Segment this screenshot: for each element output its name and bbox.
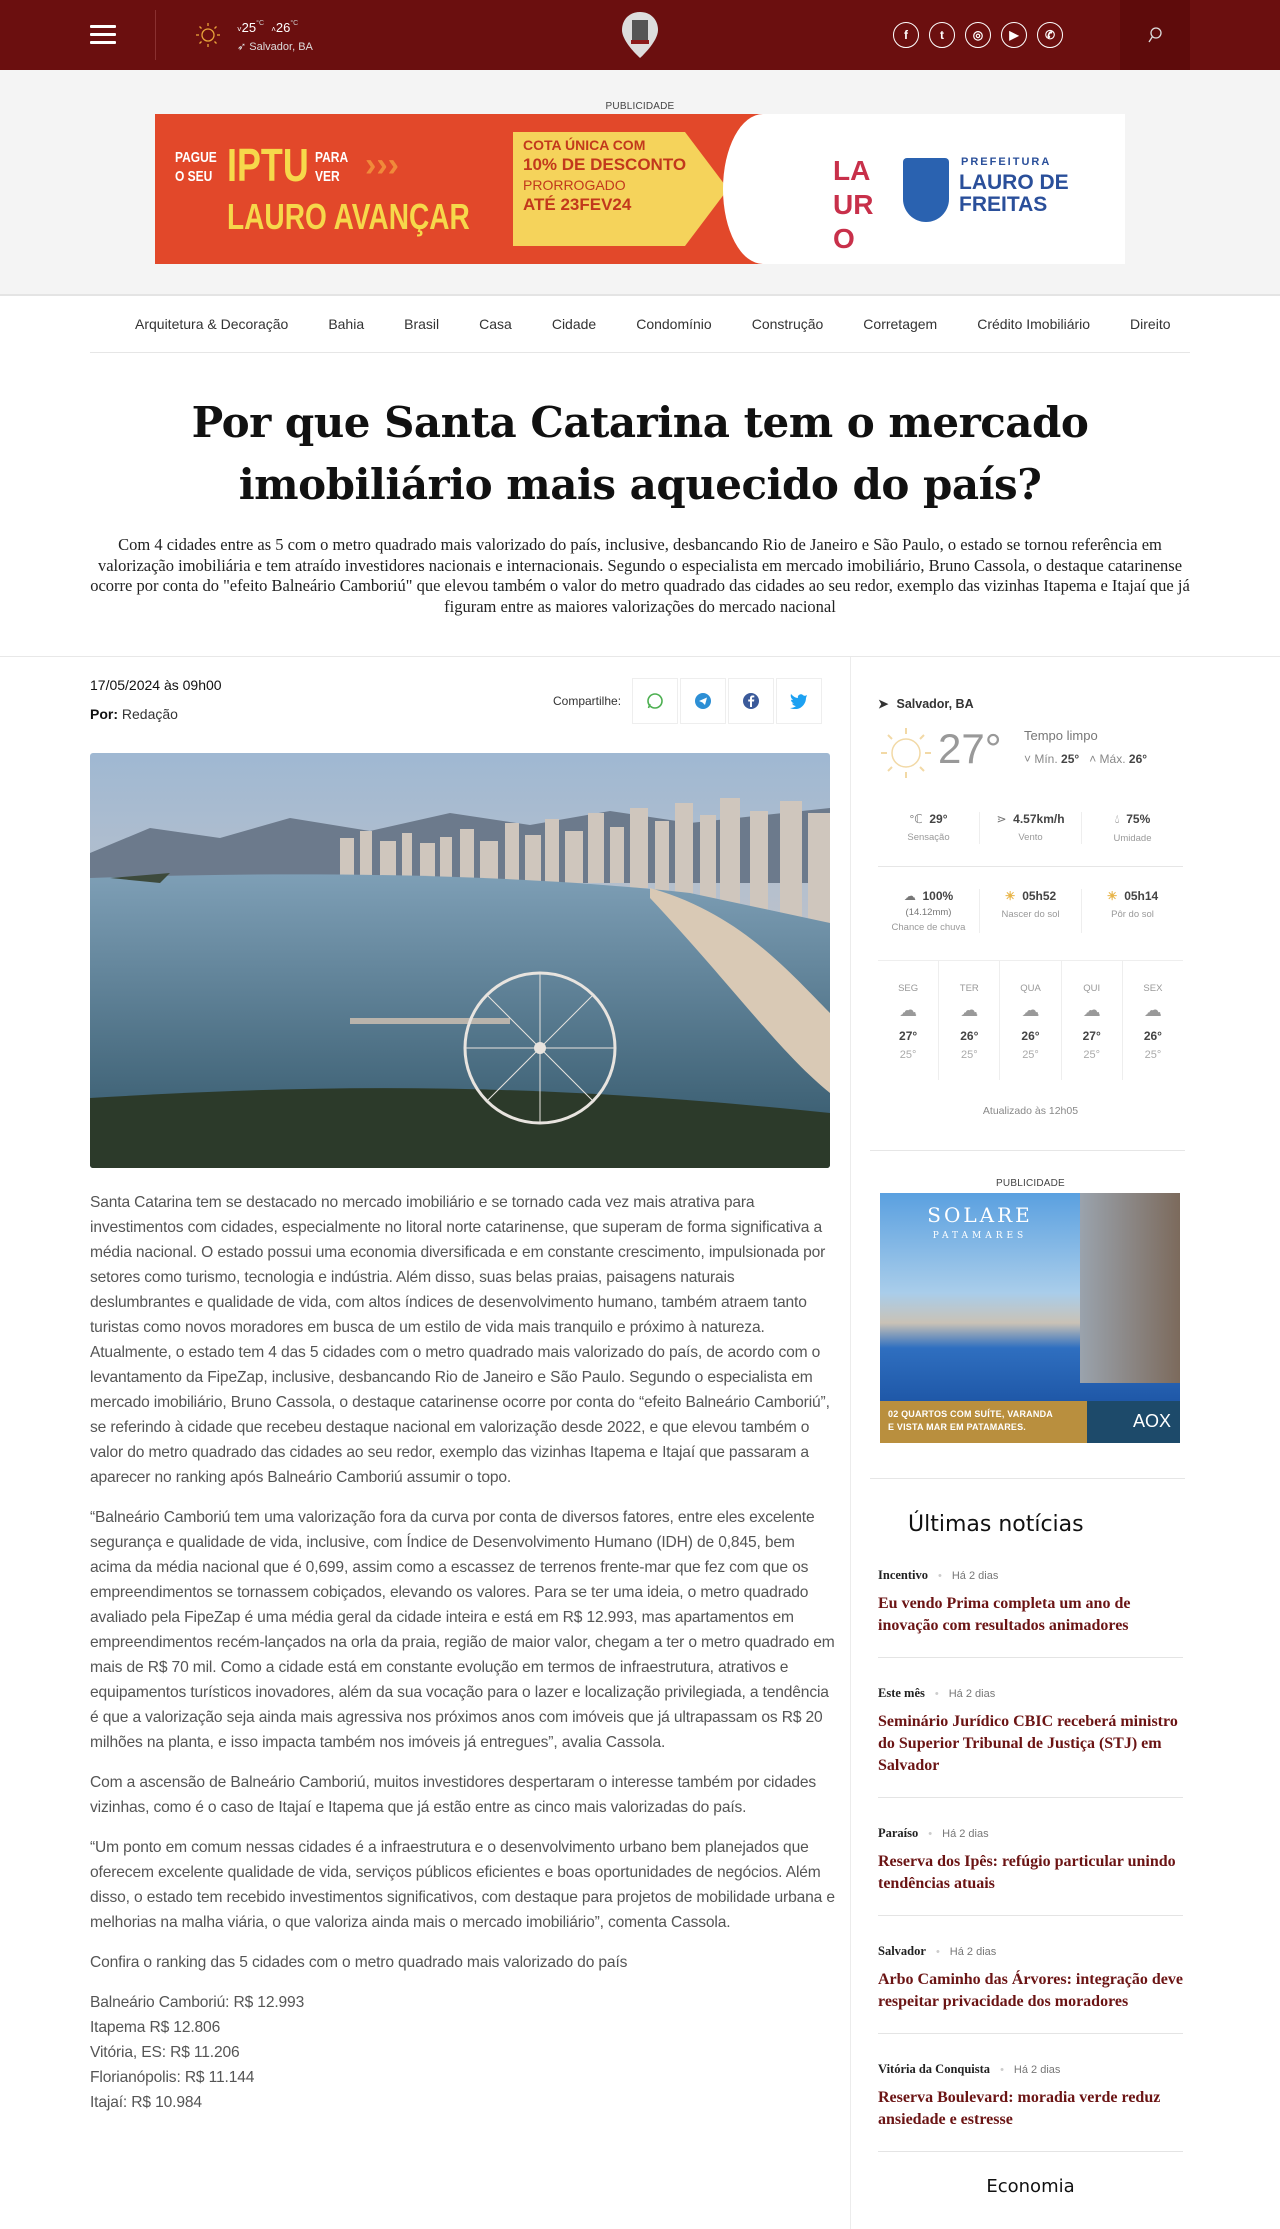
news-link[interactable]: Eu vendo Prima completa um ano de inovação com resultados animadores: [878, 1595, 1131, 1634]
news-category: Este mês: [878, 1686, 925, 1700]
feels-like: °ℂ 29° Sensação: [878, 812, 980, 844]
header-min-temp: 25: [241, 20, 257, 35]
location-arrow-icon: ➤: [878, 697, 889, 711]
header-max-temp: 26: [275, 20, 291, 35]
paragraph: Santa Catarina tem se destacado no mercado imobiliário e se tornado cada vez mais atrativa para investimentos com cidades, especialmente no litoral norte catarinense, que superam de forma significativa a média nacional. O estado possui uma economia diversificada e em constante crescimento, impulsionada por setores como turismo, tecnologia e indústria. Além disso, suas belas praias, paisagens naturais deslumbrantes e qualidade de vida, com altos índices de desenvolvimento humano, também atraem tanto turistas como novos moradores em busca de um estilo de vida mais tranquilo e próximo à natureza. Atualmente, o estado tem 4 das 5 cidades com o metro quadrado mais valorizado do país, de acordo com o levantamento da FipeZap, inclusive, desbancando Rio de Janeiro e São Paulo. Segundo o especialista em mercado imobiliário, Bruno Cassola, o destaque catarinense ocorre por conta do “efeito Balneário Camboriú”, se referindo à cidade que recebeu destaque nacional em valorização desde 2022, e que elevou também o valor do metro quadrado das cidades ao seu redor, exemplo das vizinhas Itapema e Itajaí que passaram a aparecer no ranking após Balneário Camboriú assumir o topo.: [90, 1194, 830, 1486]
search-icon: [1148, 27, 1162, 43]
category-nav: [0, 294, 1280, 352]
social-links: [893, 22, 1063, 48]
humidity: 💧︎ 75% Umidade: [1113, 812, 1152, 844]
weather-stats-1: [878, 812, 1183, 844]
ranking-item: Itajaí: R$ 10.984: [90, 2094, 202, 2111]
menu-icon[interactable]: [90, 25, 116, 45]
news-item: [878, 1658, 1183, 1798]
nav-clip: [1190, 296, 1280, 352]
paragraph: “Balneário Camboriú tem uma valorização fora da curva por conta de diversos fatores, entre eles excelente segurança e qualidade de vida, inclusive, com Índice de Desenvolvimento Humano (IDH) de 0,845, bem acima da média nacional que é 0,699, assim como a escassez de terrenos frente-mar que fez com que os empreendimentos se tornassem cobiçados, elevando os valores. Para se ter uma ideia, o metro quadrado avaliado pela FipeZap é uma média geral da cidade inteira e está em R$ 12.993, mas apartamentos em empreendimentos recém-lançados na orla da praia, região de maior valor, chegam a ter o metro quadrado em mais de R$ 70 mil. Como a cidade está em constante evolução em termos de infraestrutura, atrativos e equipamentos turísticos inovadores, além da sua vocação para o lazer e localização privilegiada, a tendência é que a valorização seja ainda mais agressiva nos próximos anos com imóveis que já ultrapassam os R$ 20 milhões na planta, e isso impacta também nos imóveis já entregues”, avalia Cassola.: [90, 1509, 835, 1751]
header-temps: $˅25^{^\circ C}$ $˄26^{^\circ C}$: [237, 20, 299, 35]
article-body: [90, 1190, 835, 2115]
sun-icon: [195, 22, 221, 48]
share-label: Compartilhe:: [553, 694, 622, 708]
news-item: [878, 1540, 1183, 1658]
weather-stats-2: [878, 889, 1183, 933]
news-item: [878, 1798, 1183, 1916]
wind: ⋗ 4.57km/h Vento: [980, 812, 1082, 844]
thermometer-icon: °ℂ: [909, 812, 923, 826]
ranking-item: Balneário Camboriú: R$ 12.993: [90, 1994, 305, 2011]
paragraph: “Um ponto em comum nessas cidades é a infraestrutura e o desenvolvimento urbano bem planejados que oferecem excelente qualidade de vida, serviços públicos eficientes e boas oportunidades de negócios. Além disso, o estado tem recebido investimentos significativos, com destaque para projetos de mobilidade urbana e melhorias na malha viária, o que valoriza ainda mais o mercado imobiliário”, comenta Cassola.: [90, 1839, 835, 1931]
drop-icon: 💧︎: [1114, 812, 1120, 826]
solare-ad[interactable]: SOLARE PATAMARES 02 QUARTOS COM SUÍTE, VARANDA E VISTA MAR EM PATAMARES. AOX: [880, 1193, 1180, 1443]
wind-icon: ⋗: [996, 812, 1007, 826]
ranking-item: Itapema R$ 12.806: [90, 2019, 221, 2036]
iptu-ad-banner[interactable]: [155, 114, 1125, 264]
forecast-day: SEG ☁ 27° 25°: [878, 961, 939, 1080]
rain-cloud-icon: ☁: [903, 889, 916, 903]
rain-cloud-icon: ☁: [960, 1000, 979, 1020]
header-city: ➶ Salvador, BA: [237, 41, 313, 53]
share-telegram-button[interactable]: [680, 678, 726, 724]
news-link[interactable]: Seminário Jurídico CBIC receberá ministro do Superior Tribunal de Justiça (STJ) em Salvador: [878, 1713, 1178, 1774]
news-time: • Há 2 dias: [1000, 2064, 1060, 2076]
news-link[interactable]: Arbo Caminho das Árvores: integração deve respeitar privacidade dos moradores: [878, 1971, 1184, 2010]
rain-chance: ☁ 100% (14.12mm) Chance de chuva: [878, 889, 980, 933]
paragraph: Com a ascensão de Balneário Camboriú, muitos investidores despertaram o interesse também por cidades vizinhas, como é o caso de Itajaí e Itapema que já estão entre as cinco mais valorizadas do país.: [90, 1774, 817, 1816]
min-max: ˅ Mín. 25° ˄ Máx. 26°: [1024, 752, 1148, 766]
column-divider: [850, 657, 851, 2229]
ad-label: PUBLICIDADE: [605, 101, 675, 112]
nav-item[interactable]: Corretagem: [863, 316, 938, 332]
news-time: • Há 2 dias: [935, 1688, 995, 1700]
nav-item[interactable]: Brasil: [404, 316, 440, 332]
nav-item[interactable]: Cidade: [551, 316, 597, 332]
forecast-day: SEX ☁ 26° 25°: [1123, 961, 1183, 1080]
news-time: • Há 2 dias: [928, 1828, 988, 1840]
nav-item[interactable]: Condomínio: [636, 316, 712, 332]
nav-item[interactable]: Direito: [1130, 316, 1171, 332]
header-divider: [155, 10, 156, 60]
news-link[interactable]: Reserva dos Ipês: refúgio particular unindo tendências atuais: [878, 1853, 1176, 1892]
twitter-icon: [790, 693, 808, 709]
forecast-day: QUA ☁ 26° 25°: [1000, 961, 1061, 1080]
nav-item[interactable]: Casa: [479, 316, 512, 332]
weather-current: [878, 725, 1183, 785]
paragraph: Confira o ranking das 5 cidades com o metro quadrado mais valorizado do país: [90, 1954, 628, 1971]
forecast-day: QUI ☁ 27° 25°: [1062, 961, 1123, 1080]
sunset: ☀ 05h14 Pôr do sol: [1106, 889, 1159, 920]
news-time: • Há 2 dias: [936, 1946, 996, 1958]
side-ad-label: PUBLICIDADE: [996, 1178, 1065, 1189]
weather-forecast: [878, 960, 1183, 1080]
ranking-item: Vitória, ES: R$ 11.206: [90, 2044, 240, 2061]
facebook-icon[interactable]: f: [893, 22, 919, 48]
share-twitter-button[interactable]: [776, 678, 822, 724]
sun-icon: [878, 725, 934, 781]
sunrise: ☀ 05h52 Nascer do sol: [980, 889, 1082, 933]
news-category: Salvador: [878, 1944, 926, 1958]
nav-item[interactable]: Bahia: [328, 316, 365, 332]
nav-divider: [90, 352, 1190, 353]
weather-condition: Tempo limpo: [1024, 728, 1098, 743]
news-item: [878, 2034, 1183, 2152]
rain-cloud-icon: ☁: [1021, 1000, 1040, 1020]
article-title: Por que Santa Catarina tem o mercado imobiliário mais aquecido do país?: [191, 398, 1089, 509]
news-time: • Há 2 dias: [938, 1570, 998, 1582]
telegram-icon: [694, 692, 712, 710]
news-category: Vitória da Conquista: [878, 2062, 991, 2076]
facebook-icon: [742, 692, 760, 710]
nav-item[interactable]: Arquitetura & Decoração: [135, 316, 289, 332]
site-logo[interactable]: [620, 10, 660, 60]
weather-location: ➤ Salvador, BA: [878, 696, 974, 711]
twitter-icon[interactable]: t: [929, 22, 955, 48]
whatsapp-icon[interactable]: ✆: [1037, 22, 1063, 48]
ranking-item: Florianópolis: R$ 11.144: [90, 2069, 255, 2086]
share-whatsapp-button[interactable]: [632, 678, 678, 724]
sidebar-divider: [870, 1150, 1185, 1151]
ad-right: LAURO PREFEITURA LAURO DE FREITAS: [763, 114, 1125, 264]
news-item: [878, 1916, 1183, 2034]
whatsapp-icon: [646, 692, 664, 710]
weather-divider: [878, 866, 1183, 867]
nav-item[interactable]: Construção: [751, 316, 824, 332]
rain-cloud-icon: ☁: [899, 1000, 918, 1020]
article-author: Por: Redação: [90, 706, 178, 722]
news-category: Incentivo: [878, 1568, 928, 1582]
top-header: [0, 0, 1280, 70]
share-facebook-button[interactable]: [728, 678, 774, 724]
rain-cloud-icon: ☁: [1082, 1000, 1101, 1020]
instagram-icon[interactable]: ◎: [965, 22, 991, 48]
latest-news-list: [878, 1540, 1183, 2197]
search-button[interactable]: [1120, 0, 1190, 70]
sunset-icon: ☀: [1106, 889, 1118, 903]
rain-cloud-icon: ☁: [1143, 1000, 1162, 1020]
news-category: Paraíso: [878, 1826, 919, 1840]
weather-updated: Atualizado às 12h05: [982, 1105, 1079, 1117]
latest-news-title: Últimas notícias: [908, 1512, 1084, 1537]
youtube-icon[interactable]: ▶: [1001, 22, 1027, 48]
top-ad-area: [0, 70, 1280, 294]
ad-left: PAGUE O SEU IPTU PARA VER ››› LAURO AVANÇAR COTA ÚNICA COM 10% DE DESCONTO PRORROGADO ATÉ 23FEV24: [155, 114, 763, 264]
nav-item[interactable]: Crédito Imobiliário: [977, 316, 1091, 332]
coat-of-arms-icon: [903, 158, 949, 222]
current-temp: 27°: [938, 725, 1002, 772]
sidebar-divider: [870, 1478, 1185, 1479]
section-divider: [0, 656, 1280, 657]
news-link[interactable]: Reserva Boulevard: moradia verde reduz ansiedade e estresse: [878, 2089, 1161, 2128]
share-buttons: [632, 678, 822, 724]
article-subtitle: Com 4 cidades entre as 5 com o metro quadrado mais valorizado do país, inclusive, desbancando Rio de Janeiro e São Paulo, o estado se tornou referência em valorização imobiliária e tem atraído investidores nacionais e internacionais. Segundo o especialista em mercado imobiliário, Bruno Cassola, o destaque catarinense ocorre por conta do "efeito Balneário Camboriú" que elevou também o valor do metro quadrado das cidades ao seu redor, exemplo das vizinhas Itapema e Itajaí que já figuram entre as maiores valorizações do mercado nacional: [90, 535, 1190, 616]
article-photo: [90, 753, 830, 1168]
economia-section-title: Economia: [986, 2176, 1075, 2197]
sunrise-icon: ☀: [1004, 889, 1016, 903]
forecast-day: TER ☁ 26° 25°: [939, 961, 1000, 1080]
article-date: 17/05/2024 às 09h00: [90, 677, 222, 693]
